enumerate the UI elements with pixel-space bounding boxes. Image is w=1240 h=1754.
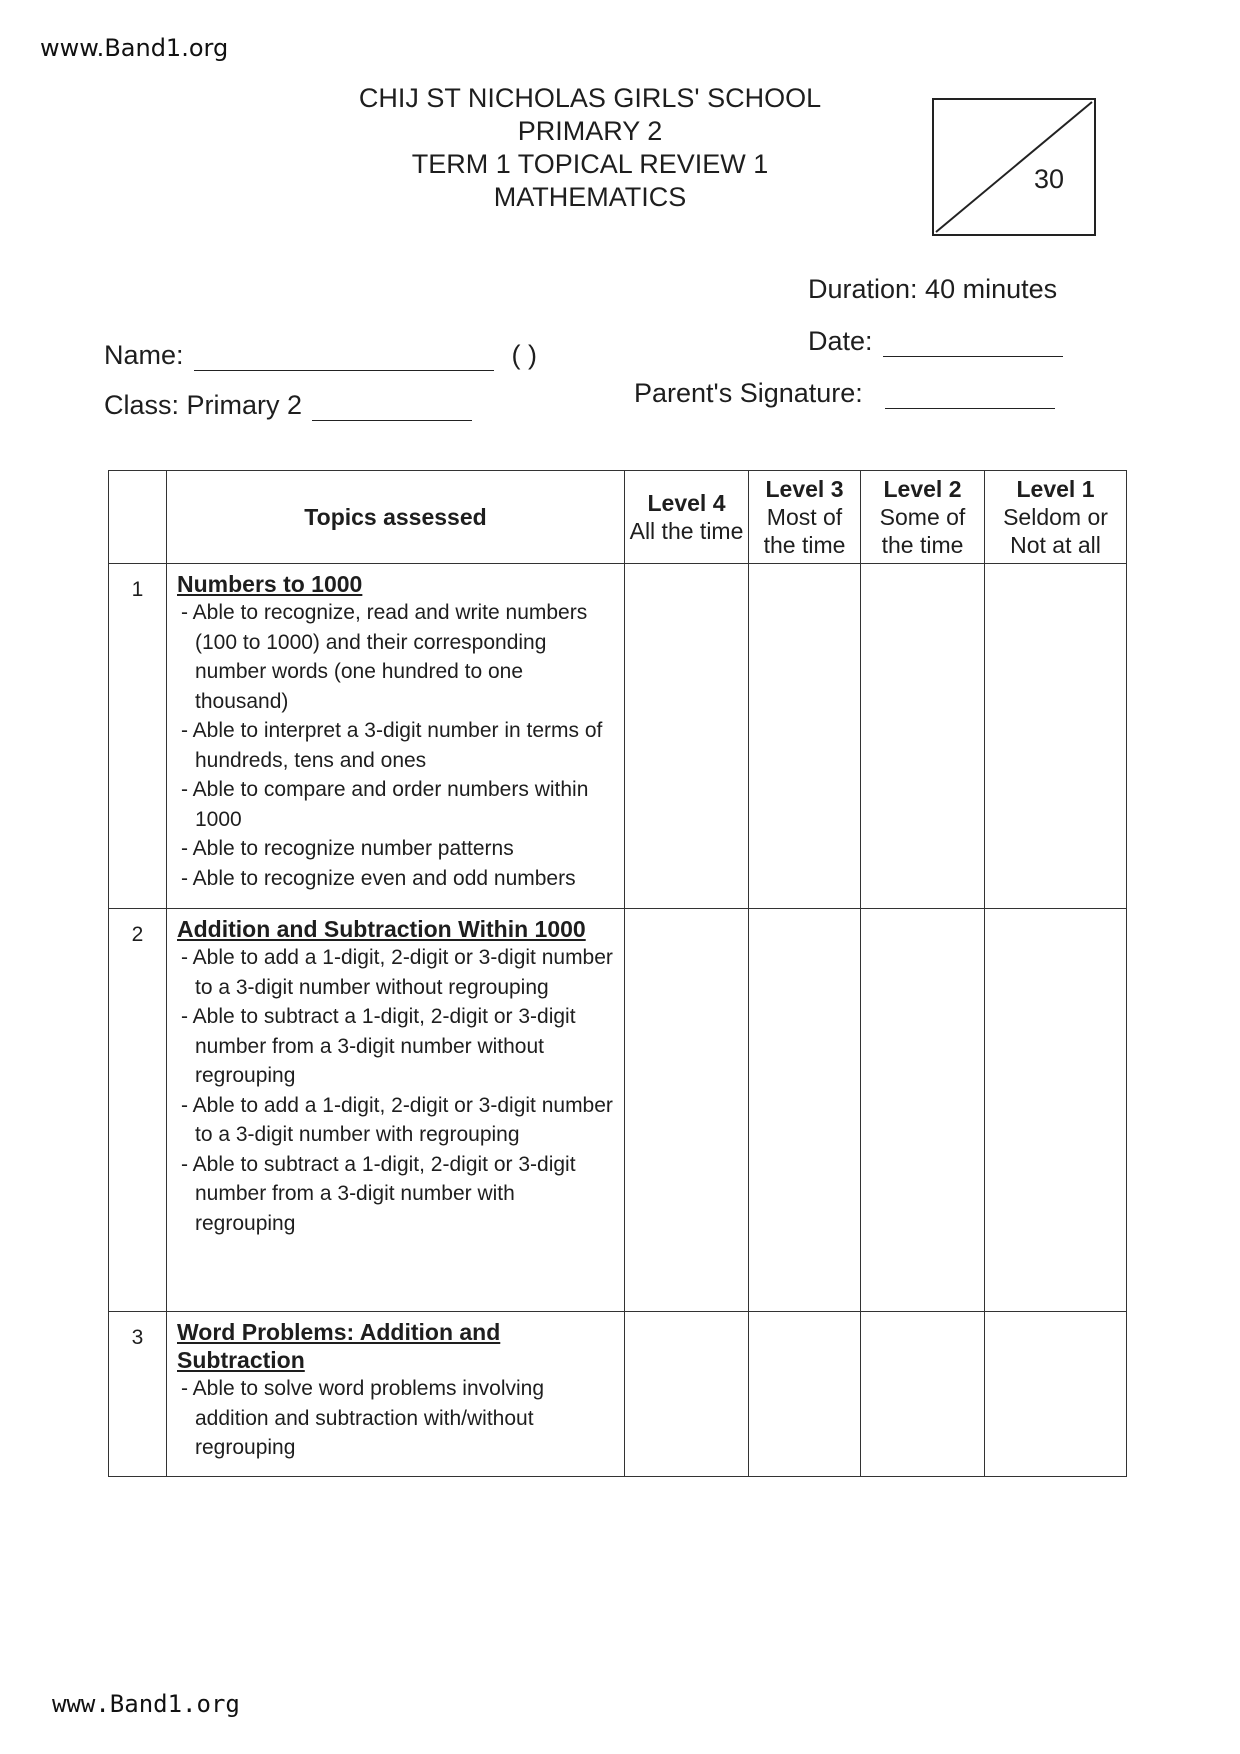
date-field xyxy=(808,326,1063,357)
class-level: PRIMARY 2 xyxy=(517,116,663,146)
row-number: 1 xyxy=(109,564,167,909)
document-header xyxy=(330,82,850,214)
level-2-header: Level 2 Some of the time xyxy=(861,471,985,564)
topic-point: - Able to subtract a 1-digit, 2-digit or 3-digit number from a 3-digit number without regrouping xyxy=(177,1002,618,1091)
assessment-table xyxy=(108,470,1127,1477)
level-2-cell[interactable] xyxy=(861,909,985,1312)
topic-point: - Able to compare and order numbers within 1000 xyxy=(177,775,618,834)
level-3-header: Level 3 Most of the time xyxy=(749,471,861,564)
score-total: 30 xyxy=(1034,164,1065,194)
table-row xyxy=(109,564,1127,909)
topic-point: - Able to interpret a 3-digit number in terms of hundreds, tens and ones xyxy=(177,716,618,775)
level-4-cell[interactable] xyxy=(625,1312,749,1477)
table-header-row xyxy=(109,471,1127,564)
topic-title: Addition and Subtraction Within 1000 xyxy=(177,916,586,942)
topic-point: - Able to subtract a 1-digit, 2-digit or 3-digit number from a 3-digit number with regrouping xyxy=(177,1150,618,1239)
topic-points xyxy=(177,598,618,893)
level-2-cell[interactable] xyxy=(861,564,985,909)
table-row xyxy=(109,1312,1127,1477)
class-field xyxy=(104,390,472,421)
topic-cell xyxy=(167,564,625,909)
school-name: CHIJ ST NICHOLAS GIRLS' SCHOOL xyxy=(358,83,822,113)
signature-label: Parent's Signature: xyxy=(634,378,863,408)
topic-point: - Able to solve word problems involving addition and subtraction with/without regrouping xyxy=(177,1374,618,1463)
topic-cell xyxy=(167,1312,625,1477)
register-number-parentheses[interactable]: ( ) xyxy=(511,340,538,370)
topic-point: - Able to add a 1-digit, 2-digit or 3-digit number to a 3-digit number without regrouping xyxy=(177,943,618,1002)
topic-point: - Able to recognize even and odd numbers xyxy=(177,864,618,894)
watermark-top: www.Band1.org xyxy=(40,34,229,62)
topic-point: - Able to recognize, read and write numbers (100 to 1000) and their corresponding number words (one hundred to one thousand) xyxy=(177,598,618,716)
exam-title: TERM 1 TOPICAL REVIEW 1 xyxy=(411,149,769,179)
date-blank[interactable] xyxy=(883,330,1063,357)
level-3-cell[interactable] xyxy=(749,564,861,909)
level-1-header: Level 1 Seldom or Not at all xyxy=(985,471,1127,564)
subject-title: MATHEMATICS xyxy=(493,182,687,212)
table-row xyxy=(109,909,1127,1312)
level-3-cell[interactable] xyxy=(749,909,861,1312)
header-number-cell xyxy=(109,471,167,564)
topic-point: - Able to recognize number patterns xyxy=(177,834,618,864)
level-2-cell[interactable] xyxy=(861,1312,985,1477)
class-blank[interactable] xyxy=(312,394,472,421)
level-1-cell[interactable] xyxy=(985,909,1127,1312)
level-4-cell[interactable] xyxy=(625,564,749,909)
date-label: Date: xyxy=(808,326,873,356)
signature-blank[interactable] xyxy=(885,382,1055,409)
topics-header: Topics assessed xyxy=(167,471,625,564)
duration-text: Duration: 40 minutes xyxy=(808,274,1058,304)
score-diagonal xyxy=(934,100,1094,234)
topic-cell xyxy=(167,909,625,1312)
level-1-cell[interactable] xyxy=(985,1312,1127,1477)
row-number: 2 xyxy=(109,909,167,1312)
assessment-table-wrapper xyxy=(108,470,1126,1477)
topic-points xyxy=(177,1374,618,1463)
score-box xyxy=(932,98,1096,236)
level-4-header: Level 4 All the time xyxy=(625,471,749,564)
level-4-cell[interactable] xyxy=(625,909,749,1312)
signature-field xyxy=(634,378,1055,409)
name-field xyxy=(104,340,537,371)
name-blank[interactable] xyxy=(194,344,494,371)
level-1-cell[interactable] xyxy=(985,564,1127,909)
level-3-cell[interactable] xyxy=(749,1312,861,1477)
topic-points xyxy=(177,943,618,1238)
topic-title: Numbers to 1000 xyxy=(177,571,363,597)
watermark-bottom: www.Band1.org xyxy=(52,1690,240,1718)
class-label: Class: Primary 2 xyxy=(104,390,303,420)
topic-point: - Able to add a 1-digit, 2-digit or 3-digit number to a 3-digit number with regrouping xyxy=(177,1091,618,1150)
row-number: 3 xyxy=(109,1312,167,1477)
topic-title: Word Problems: Addition and Subtraction xyxy=(177,1319,501,1373)
name-label: Name: xyxy=(104,340,184,370)
